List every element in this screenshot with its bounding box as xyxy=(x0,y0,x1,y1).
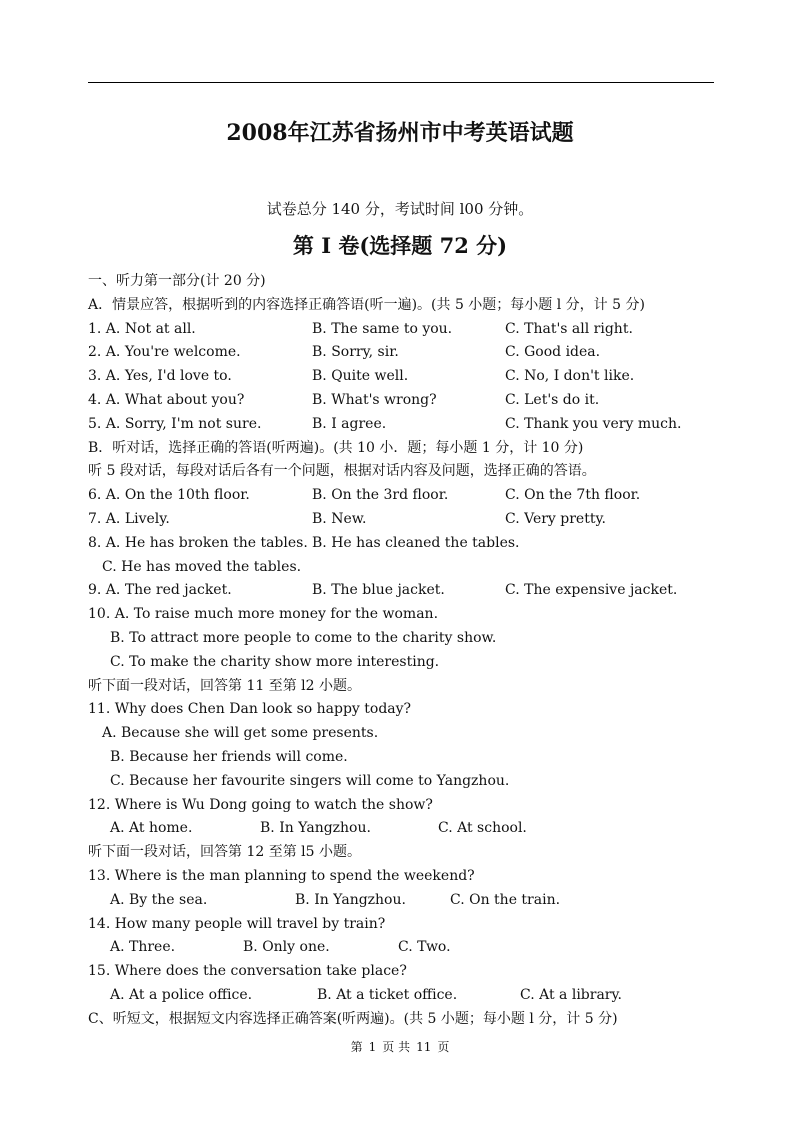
part-c-instruction: C、听短文，根据短文内容选择正确答案(听两遍)。(共 5 小题；每小题 l 分，计 5 分) xyxy=(88,1010,618,1027)
option-c: C. Let's do it. xyxy=(505,391,600,408)
option-b: B. In Yangzhou. xyxy=(295,891,406,908)
footer-mid: 页 共 xyxy=(382,1040,411,1054)
dialogue-note: 听下面一段对话，回答第 11 至第 l2 小题。 xyxy=(88,677,361,694)
option-c: C. The expensive jacket. xyxy=(505,582,678,599)
option-a: A. At a police office. xyxy=(110,986,253,1003)
section-heading: 一、听力第一部分(计 20 分) xyxy=(88,273,266,289)
question-row xyxy=(88,508,714,532)
page-total: 11 xyxy=(416,1040,432,1054)
question-body xyxy=(88,270,714,1032)
question-row xyxy=(88,889,714,913)
question-row xyxy=(88,389,714,413)
question-row xyxy=(88,603,714,627)
option-a: 1. A. Not at all. xyxy=(88,320,196,337)
option-a: 10. A. To raise much more money for the woman. xyxy=(88,606,439,623)
part-b-instruction: B．听对话，选择正确的答语(听两遍)。(共 10 小．题；每小题 1 分，计 10 分) xyxy=(88,439,584,456)
question-row xyxy=(88,318,714,342)
question-stem: 14. How many people will travel by train? xyxy=(88,915,386,932)
part-a-instruction: A．情景应答，根据听到的内容选择正确答语(听一遍)。(共 5 小题；每小题 l 分，计 5 分) xyxy=(88,296,645,313)
option-b: B. New. xyxy=(312,510,367,527)
option-b: B. On the 3rd floor. xyxy=(312,487,449,504)
option-b: B. He has cleaned the tables. xyxy=(312,534,520,551)
dialogue-note: 听下面一段对话，回答第 12 至第 l5 小题。 xyxy=(88,844,361,861)
page-number: 1 xyxy=(368,1040,377,1054)
option-a: 7. A. Lively. xyxy=(88,510,170,527)
option-b: B. Because her friends will come. xyxy=(110,748,348,765)
footer-prefix: 第 xyxy=(350,1040,363,1054)
option-a: A. Three. xyxy=(110,939,176,956)
option-b: B. At a ticket office. xyxy=(317,986,458,1003)
option-a: A. By the sea. xyxy=(110,891,208,908)
question-row xyxy=(88,579,714,603)
option-c: C. Thank you very much. xyxy=(505,415,682,432)
option-a: 8. A. He has broken the tables. xyxy=(88,534,308,551)
option-b: B. The blue jacket. xyxy=(312,582,445,599)
footer-suffix: 页 xyxy=(437,1040,450,1054)
option-b: B. To attract more people to come to the charity show. xyxy=(110,629,497,646)
option-b: B. What's wrong? xyxy=(312,391,437,408)
option-b: B. Quite well. xyxy=(312,368,409,385)
option-c: C. At school. xyxy=(438,820,527,837)
option-c: C. On the 7th floor. xyxy=(505,487,641,504)
question-row xyxy=(88,365,714,389)
option-c: C. No, I don't like. xyxy=(505,368,635,385)
part-b-note: 听 5 段对话，每段对话后各有一个问题，根据对话内容及问题，选择正确的答语。 xyxy=(88,463,596,480)
question-row xyxy=(88,627,714,651)
option-b: B. I agree. xyxy=(312,415,387,432)
question-row xyxy=(88,817,714,841)
question-row xyxy=(88,722,714,746)
option-a: 9. A. The red jacket. xyxy=(88,582,232,599)
volume-heading: 第 I 卷(选择题 72 分) xyxy=(292,233,508,258)
option-c: C. Because her favourite singers will come to Yangzhou. xyxy=(110,772,510,789)
option-c: C. That's all right. xyxy=(505,320,633,337)
option-c: C. He has moved the tables. xyxy=(102,558,302,575)
option-c: C. At a library. xyxy=(520,986,622,1003)
option-a: 6. A. On the 10th floor. xyxy=(88,487,250,504)
option-b: B. The same to you. xyxy=(312,320,453,337)
question-row xyxy=(88,746,714,770)
question-stem: 13. Where is the man planning to spend the weekend? xyxy=(88,867,475,884)
option-a: 5. A. Sorry, I'm not sure. xyxy=(88,415,262,432)
question-stem: 15. Where does the conversation take place? xyxy=(88,963,407,980)
option-a: 4. A. What about you? xyxy=(88,391,245,408)
page-footer xyxy=(0,1038,800,1055)
option-c: C. To make the charity show more interesting. xyxy=(110,653,440,670)
option-a: A. Because she will get some presents. xyxy=(102,725,379,742)
question-row xyxy=(88,936,714,960)
question-row xyxy=(88,532,714,556)
question-row xyxy=(88,484,714,508)
option-c: C. Very pretty. xyxy=(505,510,606,527)
question-row xyxy=(88,651,714,675)
option-b: B. Only one. xyxy=(243,939,330,956)
option-a: 2. A. You're welcome. xyxy=(88,344,241,361)
option-a: A. At home. xyxy=(110,820,193,837)
question-stem: 11. Why does Chen Dan look so happy today? xyxy=(88,701,412,718)
option-c: C. Good idea. xyxy=(505,344,601,361)
question-stem: 12. Where is Wu Dong going to watch the show? xyxy=(88,796,433,813)
question-row xyxy=(88,413,714,437)
question-row xyxy=(88,984,714,1008)
header-rule xyxy=(88,82,714,83)
page-title: 2008年江苏省扬州市中考英语试题 xyxy=(226,120,574,146)
option-b: B. Sorry, sir. xyxy=(312,344,399,361)
exam-info: 试卷总分 140 分，考试时间 l00 分钟。 xyxy=(266,200,534,218)
option-b: B. In Yangzhou. xyxy=(260,820,371,837)
option-c: C. On the train. xyxy=(450,891,561,908)
question-row xyxy=(88,341,714,365)
option-c: C. Two. xyxy=(398,939,451,956)
option-a: 3. A. Yes, I'd love to. xyxy=(88,368,232,385)
question-row xyxy=(88,556,714,580)
question-row xyxy=(88,770,714,794)
